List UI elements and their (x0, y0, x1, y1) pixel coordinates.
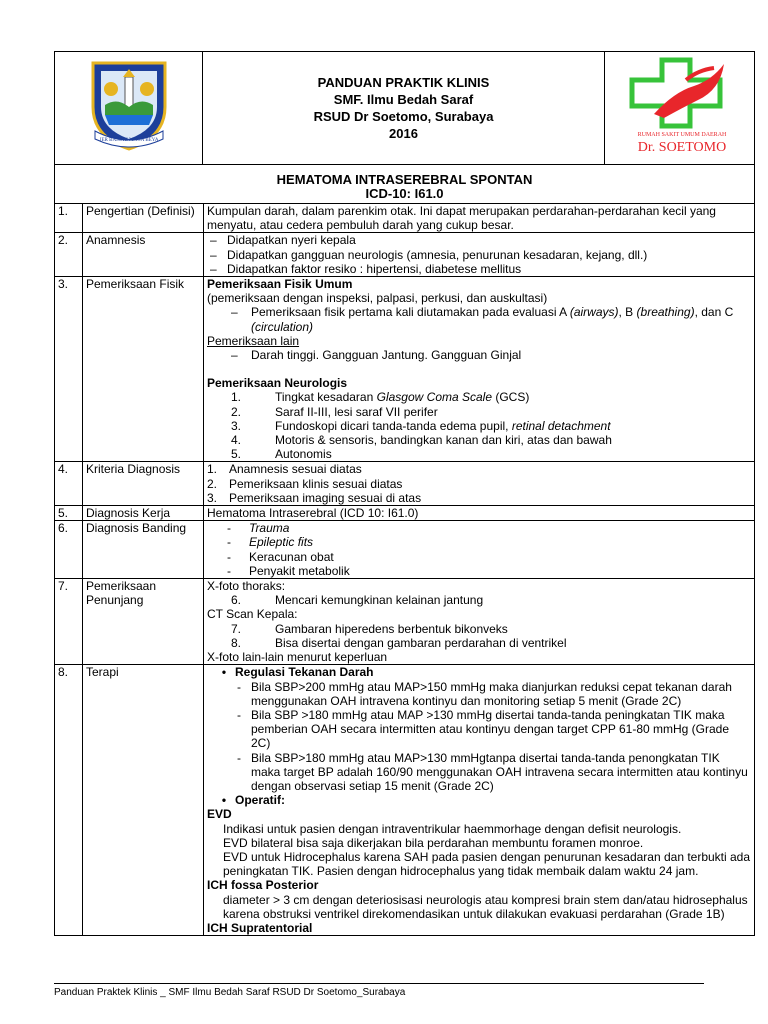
row-content: Kumpulan darah, dalam parenkim otak. Ini dapat merupakan perdarahan-perdarahan kecil yang menyatu, atau cedera pembuluh darah yang cukup besar. (204, 204, 755, 233)
list-item: 7. Gambaran hiperedens berbentuk bikonveks (231, 621, 508, 636)
list-item: 4. Motoris & sensoris, bandingkan kanan dan kiri, atas dan bawah (231, 433, 612, 448)
table-row: 5. Diagnosis Kerja Hematoma Intraserebral (ICD 10: I61.0) (55, 506, 755, 521)
header-line-3: RSUD Dr Soetomo, Surabaya (313, 109, 494, 124)
neuro-list (207, 390, 751, 461)
table-row: 1. Pengertian (Definisi) Kumpulan darah, dalam parenkim otak. Ini dapat merupakan perdarahan-perdarahan kecil yang menyatu, atau cedera pembuluh darah yang cukup besar. (55, 204, 755, 233)
rsud-soetomo-logo-icon (624, 56, 736, 156)
list-item: 8. Bisa disertai dengan gambaran perdarahan di ventrikel (231, 635, 567, 650)
list-item: 1. Tingkat kesadaran Glasgow Coma Scale (GCS) (231, 390, 530, 405)
list-item: – Darah tinggi. Gangguan Jantung. Gangguan Ginjal (231, 348, 522, 363)
row-content (204, 462, 755, 506)
list-item: - Epileptic fits (227, 535, 314, 550)
header-title-cell (203, 52, 605, 165)
list-item: • Regulasi Tekanan Darah (221, 665, 374, 680)
list-item: 3. Pemeriksaan imaging sesuai di atas (207, 490, 422, 505)
row-label: Anamnesis (83, 233, 204, 277)
header-line-2: SMF. Ilmu Bedah Saraf (333, 92, 474, 107)
row-label: Terapi (83, 665, 204, 936)
table-row: 8. Terapi • Regulasi Tekanan Darah - Bila SBP>200 mmHg atau MAP>150 mmHg maka dianjurkan reduksi cepat tekanan darah menggunakan OAH intravena kontinyu dan monitoring setiap 5 menit (Grade 2C) - Bila SBP >180 mmHg atau MAP >130 mmHg disertai tanda-tanda peningkatan TIK maka pemberian OAH secara intermitten atau kontinyu dengan target CPP 61-80 mmHg (Grade 2C) - Bila SBP>180 mmHg atau MAP>130 mmHgtanpa disertai tanda-tanda penongkatan TIK maka target BP adalah 160/90 menggunakan OAH intravena secara intermitten atau kontinyu dengan observasi setiap 15 menit (Grade 2C) • Operatif: EVD Indikasi untuk pasien dengan intraventrikular haemmorhage dengan defisit neurologis. EVD bilateral bisa saja dikerjakan bila perdarahan membuntu foramen monroe. EVD untuk Hidrocephalus karena SAH pada pasien dengan penurunan kesadaran dan terbukti ada peningkatan TIK. Pasien dengan hidrocephalus yang tidak membaik dalam waktu 24 jam. ICH fossa Posterior diameter > 3 cm dengan deteriosisasi neurologis atau kompresi brain stem dan/atau hidrosephalus karena obstruksi ventrikel direkomendasikan untuk dilakukan evakuasi perdarahan (Grade 1B) ICH Supratentorial (55, 665, 755, 936)
row-content: Pemeriksaan Fisik Umum (pemeriksaan dengan inspeksi, palpasi, perkusi, dan auskultasi) – Pemeriksaan fisik pertama kali diutamakan pada evaluasi A (airways), B (breathing), dan C (circulation) Pemeriksaan lain – Darah tinggi. Gangguan Jantung. Gangguan Ginjal Pemeriksaan Neurologis 1. Tingkat kesadaran Glasgow Coma Scale (GCS) 2. Saraf II-III, lesi saraf VII perifer 3. Fundoskopi dicari tanda-tanda edema pupil, retinal detachment 4. Motoris & sensoris, bandingkan kanan dan kiri, atas dan bawah 5. Autonomis (204, 277, 755, 462)
list-item: 2. Pemeriksaan klinis sesuai diatas (207, 476, 403, 491)
row-content: X-foto thoraks: 6. Mencari kemungkinan kelainan jantung CT Scan Kepala: 7. Gambaran hiperedens berbentuk bikonveks 8. Bisa disertai dengan gambaran perdarahan di ventrikel X-foto lain-lain menurut keperluan (204, 579, 755, 665)
document-title: HEMATOMA INTRASEREBRAL SPONTAN ICD-10: I61.0 (55, 165, 755, 204)
header-line-4: 2016 (389, 126, 418, 141)
list-item: – Didapatkan nyeri kepala (207, 233, 751, 247)
list-item: 1. Anamnesis sesuai diatas (207, 462, 362, 477)
row-label: Pemeriksaan Fisik (83, 277, 204, 462)
right-logo-cell (605, 52, 755, 165)
list-item: - Trauma (227, 521, 290, 536)
left-logo-cell (55, 52, 203, 165)
list-item: 5. Autonomis (231, 447, 332, 462)
list-item: - Keracunan obat (227, 549, 334, 564)
row-content (204, 521, 755, 579)
list-item: 2. Saraf II-III, lesi saraf VII perifer (231, 404, 438, 419)
list-item: – Pemeriksaan fisik pertama kali diutamakan pada evaluasi A (airways), B (breathing), dan C (circulation) (231, 305, 734, 334)
svg-text:JER BASUKI MAWA BEYA: JER BASUKI MAWA BEYA (99, 138, 158, 144)
table-row: 6. Diagnosis Banding - Trauma - Epileptic fits - Keracunan obat - Penyakit metabolik (55, 521, 755, 579)
list-item: - Penyakit metabolik (227, 563, 350, 578)
table-row: 4. Kriteria Diagnosis 1. Anamnesis sesuai diatas 2. Pemeriksaan klinis sesuai diatas 3. Pemeriksaan imaging sesuai di atas (55, 462, 755, 506)
row-label: Diagnosis Kerja (83, 506, 204, 521)
list-item: 3. Fundoskopi dicari tanda-tanda edema pupil, retinal detachment (231, 418, 611, 433)
list-item: • Operatif: (221, 793, 286, 808)
content-table (54, 164, 755, 936)
list-item: 6. Mencari kemungkinan kelainan jantung (231, 593, 484, 608)
svg-text:RUMAH SAKIT UMUM DAERAH: RUMAH SAKIT UMUM DAERAH (637, 132, 726, 139)
header-line-1: PANDUAN PRAKTIK KLINIS (317, 75, 490, 90)
list-item: - Bila SBP >180 mmHg atau MAP >130 mmHg disertai tanda-tanda peningkatan TIK maka pemberian OAH secara intermitten atau kontinyu dengan target CPP 61-80 mmHg (Grade 2C) (237, 707, 730, 751)
row-label: Pengertian (Definisi) (83, 204, 204, 233)
table-row: 3. Pemeriksaan Fisik Pemeriksaan Fisik Umum (pemeriksaan dengan inspeksi, palpasi, perkusi, dan auskultasi) – Pemeriksaan fisik pertama kali diutamakan pada evaluasi A (airways), B (breathing), dan C (circulation) Pemeriksaan lain – Darah tinggi. Gangguan Jantung. Gangguan Ginjal Pemeriksaan Neurologis 1. Tingkat kesadaran Glasgow Coma Scale (GCS) 2. Saraf II-III, lesi saraf VII perifer 3. Fundoskopi dicari tanda-tanda edema pupil, retinal detachment 4. Motoris & sensoris, bandingkan kanan dan kiri, atas dan bawah 5. Autonomis (55, 277, 755, 462)
list-item: - Bila SBP>180 mmHg atau MAP>130 mmHgtanpa disertai tanda-tanda penongkatan TIK maka target BP adalah 160/90 menggunakan OAH intravena secara intermitten atau kontinyu dengan observasi setiap 15 menit (Grade 2C) (237, 750, 748, 793)
list-item: – Didapatkan gangguan neurologis (amnesia, penurunan kesadaran, kejang, dll.) (207, 248, 751, 262)
row-label: Pemeriksaan Penunjang (83, 579, 204, 665)
row-content: Hematoma Intraserebral (ICD 10: I61.0) (204, 506, 755, 521)
row-content: • Regulasi Tekanan Darah - Bila SBP>200 mmHg atau MAP>150 mmHg maka dianjurkan reduksi cepat tekanan darah menggunakan OAH intravena kontinyu dan monitoring setiap 5 menit (Grade 2C) - Bila SBP >180 mmHg atau MAP >130 mmHg disertai tanda-tanda peningkatan TIK maka pemberian OAH secara intermitten atau kontinyu dengan target CPP 61-80 mmHg (Grade 2C) - Bila SBP>180 mmHg atau MAP>130 mmHgtanpa disertai tanda-tanda penongkatan TIK maka target BP adalah 160/90 menggunakan OAH intravena secara intermitten atau kontinyu dengan observasi setiap 15 menit (Grade 2C) • Operatif: EVD Indikasi untuk pasien dengan intraventrikular haemmorhage dengan defisit neurologis. EVD bilateral bisa saja dikerjakan bila perdarahan membuntu foramen monroe. EVD untuk Hidrocephalus karena SAH pada pasien dengan penurunan kesadaran dan terbukti ada peningkatan TIK. Pasien dengan hidrocephalus yang tidak membaik dalam waktu 24 jam. ICH fossa Posterior diameter > 3 cm dengan deteriosisasi neurologis atau kompresi brain stem dan/atau hidrosephalus karena obstruksi ventrikel direkomendasikan untuk dilakukan evakuasi perdarahan (Grade 1B) ICH Supratentorial (204, 665, 755, 936)
list-item: – Didapatkan faktor resiko : hipertensi, diabetese mellitus (207, 262, 751, 276)
table-row: 2. Anamnesis – Didapatkan nyeri kepala – Didapatkan gangguan neurologis (amnesia, penurunan kesadaran, kejang, dll.) – Didapatkan faktor resiko : hipertensi, diabetese mellitus (55, 233, 755, 277)
east-java-crest-icon (87, 59, 171, 153)
document-page (54, 51, 754, 936)
page-footer: Panduan Praktek Klinis _ SMF Ilmu Bedah Saraf RSUD Dr Soetomo_Surabaya (54, 983, 704, 998)
table-row: 7. Pemeriksaan Penunjang X-foto thoraks: 6. Mencari kemungkinan kelainan jantung CT Scan Kepala: 7. Gambaran hiperedens berbentuk bikonveks 8. Bisa disertai dengan gambaran perdarahan di ventrikel X-foto lain-lain menurut keperluan (55, 579, 755, 665)
svg-text:Dr. SOETOMO: Dr. SOETOMO (637, 140, 726, 156)
row-label: Kriteria Diagnosis (83, 462, 204, 506)
list-item: - Bila SBP>200 mmHg atau MAP>150 mmHg maka dianjurkan reduksi cepat tekanan darah menggunakan OAH intravena kontinyu dan monitoring setiap 5 menit (Grade 2C) (237, 679, 732, 708)
header-table (54, 51, 755, 165)
row-label: Diagnosis Banding (83, 521, 204, 579)
row-content (204, 233, 755, 277)
